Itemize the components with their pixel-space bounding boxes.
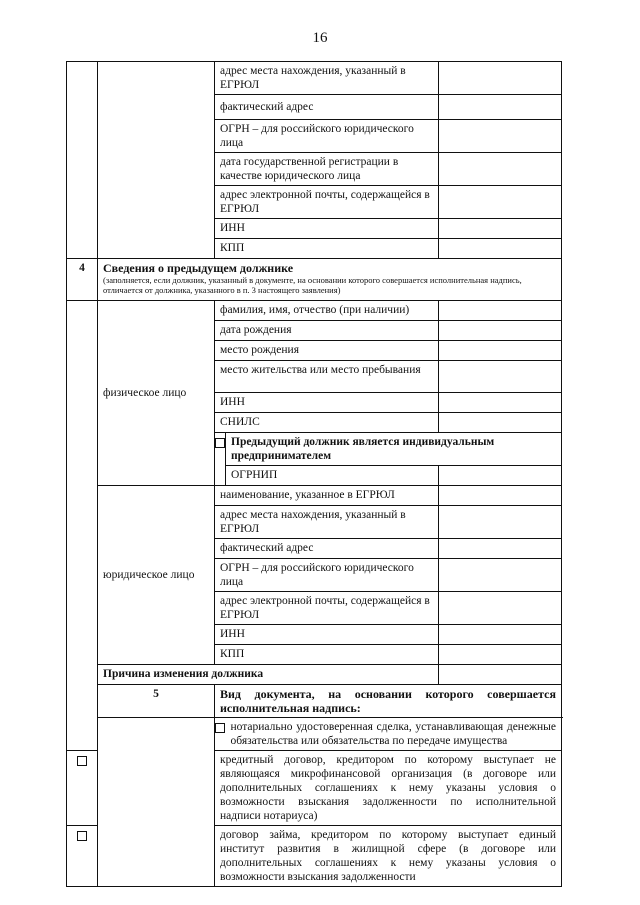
legal-field-value[interactable] bbox=[439, 592, 562, 625]
legal-label: юридическое лицо bbox=[98, 486, 215, 665]
prev-field-value[interactable] bbox=[439, 219, 562, 239]
legal-field-label: фактический адрес bbox=[215, 539, 439, 559]
option-3-checkbox-cell[interactable] bbox=[67, 826, 98, 887]
ip-checkbox-cell[interactable] bbox=[215, 433, 226, 486]
option-2-checkbox[interactable] bbox=[77, 756, 87, 766]
prev-field-label: ОГРН – для российского юридического лица bbox=[215, 120, 439, 153]
ogrnip-value[interactable] bbox=[439, 466, 562, 486]
legal-field-label: КПП bbox=[215, 645, 439, 665]
prev-field-label: адрес места нахождения, указанный в ЕГРЮЛ bbox=[215, 62, 439, 95]
individual-field-label: место жительства или место пребывания bbox=[215, 361, 439, 393]
legal-field-value[interactable] bbox=[439, 645, 562, 665]
page-number: 16 bbox=[312, 30, 328, 46]
individual-label: физическое лицо bbox=[98, 301, 215, 486]
legal-field-label: ОГРН – для российского юридического лица bbox=[215, 559, 439, 592]
individual-field-label: фамилия, имя, отчество (при наличии) bbox=[215, 301, 439, 321]
option-1-checkbox-cell[interactable] bbox=[215, 718, 226, 751]
option-2-checkbox-cell[interactable] bbox=[67, 751, 98, 826]
prev-field-value[interactable] bbox=[439, 239, 562, 259]
reason-label: Причина изменения должника bbox=[98, 665, 439, 685]
reason-value[interactable] bbox=[439, 665, 562, 685]
option-3-checkbox[interactable] bbox=[77, 831, 87, 841]
prev-field-value[interactable] bbox=[439, 120, 562, 153]
individual-field-label: дата рождения bbox=[215, 321, 439, 341]
legal-field-value[interactable] bbox=[439, 486, 562, 506]
individual-field-label: ИНН bbox=[215, 393, 439, 413]
legal-field-label: адрес места нахождения, указанный в ЕГРЮЛ bbox=[215, 506, 439, 539]
legal-field-label: адрес электронной почты, содержащейся в ЕГРЮЛ bbox=[215, 592, 439, 625]
prev-field-label: фактический адрес bbox=[215, 95, 439, 120]
section-5-title: Вид документа, на основании которого совершается исполнительная надпись: bbox=[215, 685, 562, 718]
prev-field-label: адрес электронной почты, содержащейся в ЕГРЮЛ bbox=[215, 186, 439, 219]
prev-field-value[interactable] bbox=[439, 95, 562, 120]
prev-field-value[interactable] bbox=[439, 153, 562, 186]
section-4-num-spacer bbox=[67, 301, 98, 751]
legal-field-value[interactable] bbox=[439, 625, 562, 645]
individual-field-value[interactable] bbox=[439, 321, 562, 341]
prev-field-label: ИНН bbox=[215, 219, 439, 239]
individual-field-value[interactable] bbox=[439, 301, 562, 321]
section-4-number: 4 bbox=[67, 259, 98, 301]
section-4-note: (заполняется, если должник, указанный в документе, на основании которого совершается исполнительная надпись, отличается от должника, указанного в п. 3 настоящего заявления) bbox=[103, 275, 522, 295]
individual-field-label: СНИЛС bbox=[215, 413, 439, 433]
application-form-table bbox=[66, 61, 562, 887]
option-1-checkbox[interactable] bbox=[215, 723, 225, 733]
ip-checkbox[interactable] bbox=[215, 438, 225, 448]
option-3-text: договор займа, кредитором по которому выступает единый институт развития в жилищной сфере (в договоре или дополнительных соглашениях к нему указаны условия о возможности взыскания задолженности bbox=[215, 826, 562, 887]
individual-field-value[interactable] bbox=[439, 361, 562, 393]
individual-field-value[interactable] bbox=[439, 341, 562, 361]
prev-field-value[interactable] bbox=[439, 62, 562, 95]
legal-field-value[interactable] bbox=[439, 539, 562, 559]
individual-field-label: место рождения bbox=[215, 341, 439, 361]
section-5-num-spacer bbox=[98, 718, 215, 887]
legal-field-label: наименование, указанное в ЕГРЮЛ bbox=[215, 486, 439, 506]
section-5-number: 5 bbox=[98, 685, 215, 718]
legal-field-value[interactable] bbox=[439, 559, 562, 592]
prev-label-cell bbox=[98, 62, 215, 259]
prev-field-label: дата государственной регистрации в качестве юридического лица bbox=[215, 153, 439, 186]
ogrnip-label: ОГРНИП bbox=[226, 466, 439, 486]
option-1-text: нотариально удостоверенная сделка, устанавливающая денежные обязательства или обязательства по передаче имущества bbox=[226, 718, 562, 751]
individual-field-value[interactable] bbox=[439, 413, 562, 433]
option-2-text: кредитный договор, кредитором по которому выступает не являющаяся микрофинансовой организация (в договоре или дополнительных соглашениях к нему указаны условия о возможности взыскания задолженности по исполнительной надписи нотариуса) bbox=[215, 751, 562, 826]
legal-field-label: ИНН bbox=[215, 625, 439, 645]
prev-num-cell bbox=[67, 62, 98, 259]
section-4-header bbox=[98, 259, 562, 301]
prev-field-label: КПП bbox=[215, 239, 439, 259]
ip-checkbox-label: Предыдущий должник является индивидуальным предпринимателем bbox=[226, 433, 562, 466]
individual-field-value[interactable] bbox=[439, 393, 562, 413]
legal-field-value[interactable] bbox=[439, 506, 562, 539]
prev-field-value[interactable] bbox=[439, 186, 562, 219]
section-4-title: Сведения о предыдущем должнике bbox=[103, 261, 294, 275]
